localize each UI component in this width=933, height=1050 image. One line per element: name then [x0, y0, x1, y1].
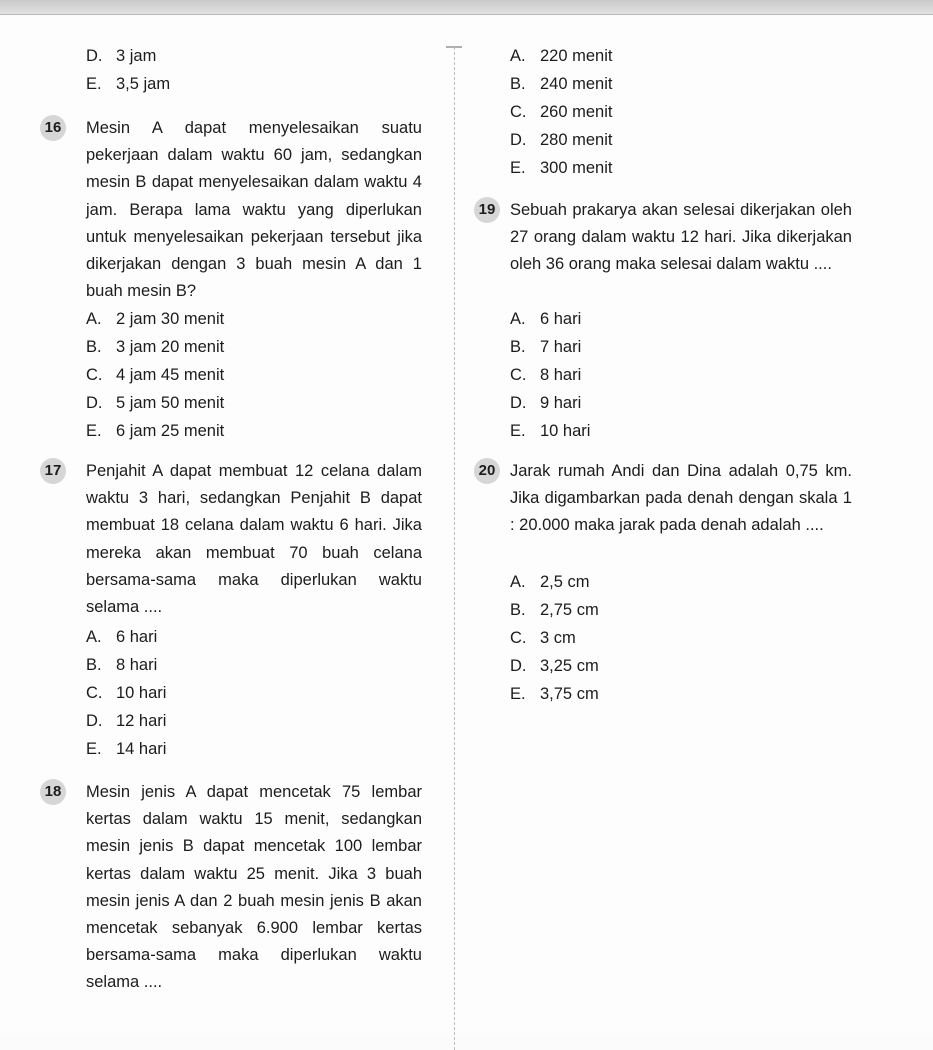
option-e: E. 14 hari	[86, 740, 167, 758]
option-c: C. 3 cm	[510, 629, 576, 647]
option-b: B. 8 hari	[86, 656, 158, 674]
question-16	[40, 115, 430, 440]
option-d: D. 12 hari	[86, 712, 167, 730]
question-number-badge: 20	[474, 458, 500, 484]
option-e: E. 10 hari	[510, 422, 591, 440]
option-b: B. 2,75 cm	[510, 601, 599, 619]
window-top-bar	[0, 0, 933, 15]
option-b: B. 7 hari	[510, 338, 582, 356]
question-19	[474, 197, 859, 440]
question-number-badge: 18	[40, 779, 66, 805]
question-number-badge: 16	[40, 115, 66, 141]
question-20	[474, 458, 859, 708]
prev-option-c: C. 260 menit	[510, 103, 613, 121]
option-c: C. 8 hari	[510, 366, 582, 384]
question-text: Mesin A dapat menyelesaikan suatu pekerjaan dalam waktu 60 jam, sedangkan mesin B dapat menyelesaikan dalam waktu 4 jam. Berapa lama waktu yang diperlukan untuk menyelesaikan pekerjaan tersebut jika dikerjakan dengan 3 buah mesin A dan 1 buah mesin B?	[86, 119, 422, 301]
question-17	[40, 458, 430, 758]
question-text: Mesin jenis A dapat mencetak 75 lembar kertas dalam waktu 15 menit, sedangkan mesin jenis B dapat mencetak 100 lembar kertas dalam waktu 25 menit. Jika 3 buah mesin jenis A dan 2 buah mesin jenis B akan mencetak sebanyak 6.900 lembar kertas bersama-sama maka diperlukan waktu selama ....	[86, 783, 422, 992]
option-a: A. 2 jam 30 menit	[86, 310, 225, 328]
prev-option-a: A. 220 menit	[510, 47, 613, 65]
question-18	[40, 779, 430, 1009]
option-a: A. 2,5 cm	[510, 573, 590, 591]
option-d: D. 9 hari	[510, 394, 582, 412]
column-divider	[454, 47, 455, 1050]
option-a: A. 6 hari	[86, 628, 158, 646]
prev-option-d: D. 3 jam	[86, 47, 157, 65]
option-c: C. 10 hari	[86, 684, 167, 702]
worksheet-page	[0, 15, 933, 1035]
option-d: D. 5 jam 50 menit	[86, 394, 225, 412]
option-b: B. 3 jam 20 menit	[86, 338, 225, 356]
prev-option-d: D. 280 menit	[510, 131, 613, 149]
question-text: Jarak rumah Andi dan Dina adalah 0,75 km. Jika digambarkan pada denah dengan skala 1 : 20.000 maka jarak pada denah adalah ....	[510, 462, 852, 535]
prev-option-b: B. 240 menit	[510, 75, 613, 93]
question-number-badge: 17	[40, 458, 66, 484]
option-a: A. 6 hari	[510, 310, 582, 328]
option-c: C. 4 jam 45 menit	[86, 366, 225, 384]
question-number-badge: 19	[474, 197, 500, 223]
option-d: D. 3,25 cm	[510, 657, 599, 675]
question-text: Penjahit A dapat membuat 12 celana dalam waktu 3 hari, sedangkan Penjahit B dapat membuat 18 celana dalam waktu 6 hari. Jika mereka akan membuat 70 buah celana bersama-sama maka diperlukan waktu selama ....	[86, 462, 422, 617]
prev-option-e: E. 300 menit	[510, 159, 613, 177]
option-e: E. 6 jam 25 menit	[86, 422, 225, 440]
option-e: E. 3,75 cm	[510, 685, 599, 703]
question-text: Sebuah prakarya akan selesai dikerjakan oleh 27 orang dalam waktu 12 hari. Jika dikerjakan oleh 36 orang maka selesai dalam waktu ....	[510, 201, 852, 274]
prev-option-e: E. 3,5 jam	[86, 75, 171, 93]
